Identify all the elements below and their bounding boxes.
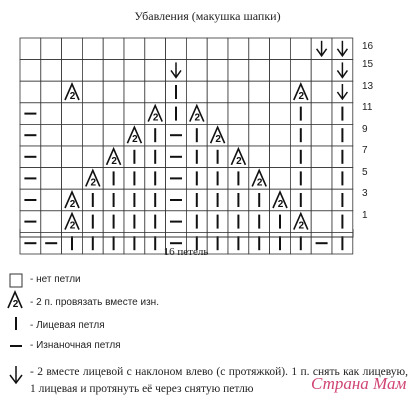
chart-cell-knit	[332, 189, 353, 211]
chart-cell-no-stitch	[62, 168, 83, 190]
chart-cell-no-stitch	[103, 103, 124, 125]
chart-cell-no-stitch	[124, 38, 145, 60]
svg-text:2: 2	[277, 199, 284, 210]
svg-text:2: 2	[298, 91, 305, 102]
chart-cell-purl	[166, 124, 187, 146]
chart-cell-purl	[166, 168, 187, 190]
chart-cell-no-stitch	[62, 60, 83, 82]
chart-cell-knit	[145, 211, 166, 233]
legend-p2tog-icon	[8, 292, 22, 310]
svg-text:2: 2	[236, 155, 242, 167]
chart-cell-no-stitch	[145, 60, 166, 82]
chart-cell-no-stitch	[311, 60, 332, 82]
chart-cell-knit	[145, 232, 166, 254]
svg-text:2: 2	[152, 112, 159, 124]
chart-cell-central-decrease	[332, 38, 353, 60]
chart-cell-p2tog	[228, 146, 249, 168]
chart-cell-purl	[166, 189, 187, 211]
legend-central-decrease-icon	[10, 366, 22, 383]
chart-cell-no-stitch	[41, 38, 62, 60]
chart-cell-p2tog	[62, 211, 83, 233]
chart-grid	[20, 38, 353, 254]
chart-cell-no-stitch	[311, 124, 332, 146]
chart-cell-knit	[270, 211, 291, 233]
chart-cell-p2tog	[62, 189, 83, 211]
row-number-labels	[362, 41, 374, 221]
chart-cell-knit	[186, 189, 207, 211]
chart-cell-no-stitch	[103, 38, 124, 60]
chart-cell-knit	[62, 232, 83, 254]
chart-cell-no-stitch	[270, 124, 291, 146]
chart-cell-no-stitch	[228, 38, 249, 60]
chart-cell-no-stitch	[186, 38, 207, 60]
chart-cell-p2tog	[290, 81, 311, 103]
chart-cell-no-stitch	[20, 38, 41, 60]
chart-cell-no-stitch	[124, 60, 145, 82]
chart-cell-knit	[290, 232, 311, 254]
chart-cell-purl	[20, 124, 41, 146]
chart-cell-knit	[103, 211, 124, 233]
chart-cell-no-stitch	[82, 38, 103, 60]
chart-cell-knit	[207, 211, 228, 233]
chart-cell-knit	[186, 146, 207, 168]
chart-cell-knit	[228, 232, 249, 254]
legend-label: - нет петли	[30, 274, 81, 285]
chart-cell-purl	[20, 232, 41, 254]
chart-cell-no-stitch	[228, 81, 249, 103]
row-number-7: 7	[362, 145, 368, 156]
chart-cell-knit	[290, 168, 311, 190]
chart-cell-no-stitch	[228, 124, 249, 146]
legend-label: - 2 вместе лицевой с наклоном влево (с протяжкой). 1 п. снять как лицевую, 1 лицевая и протянуть её через снятую петлю	[30, 366, 408, 395]
chart-cell-knit	[124, 168, 145, 190]
svg-text:2: 2	[69, 199, 76, 210]
legend-item-knit	[30, 320, 105, 331]
legend-label: - Изнаночная петля	[30, 340, 121, 351]
chart-cell-p2tog	[124, 124, 145, 146]
chart-cell-no-stitch	[166, 38, 187, 60]
chart-cell-no-stitch	[82, 60, 103, 82]
chart-cell-no-stitch	[41, 146, 62, 168]
chart-cell-no-stitch	[311, 168, 332, 190]
chart-cell-p2tog	[145, 103, 166, 125]
chart-cell-no-stitch	[249, 81, 270, 103]
chart-cell-no-stitch	[270, 38, 291, 60]
chart-cell-no-stitch	[103, 60, 124, 82]
chart-cell-knit	[166, 81, 187, 103]
chart-cell-central-decrease	[332, 60, 353, 82]
watermark: Страна Мам	[311, 374, 407, 393]
chart-cell-knit	[332, 103, 353, 125]
chart-cell-no-stitch	[103, 124, 124, 146]
chart-cell-knit	[207, 146, 228, 168]
chart-cell-knit	[145, 124, 166, 146]
legend-item-no-stitch	[30, 274, 81, 285]
svg-text:2: 2	[215, 134, 221, 146]
chart-cell-p2tog	[103, 146, 124, 168]
chart-cell-knit	[207, 168, 228, 190]
chart-cell-knit	[186, 168, 207, 190]
chart-cell-p2tog	[290, 211, 311, 233]
chart-cell-no-stitch	[249, 103, 270, 125]
chart-cell-knit	[166, 103, 187, 125]
svg-text:2: 2	[12, 299, 19, 310]
chart-cell-knit	[332, 211, 353, 233]
chart-cell-knit	[207, 232, 228, 254]
row-number-16: 16	[362, 41, 374, 52]
chart-cell-knit	[290, 103, 311, 125]
chart-cell-knit	[249, 189, 270, 211]
chart-cell-no-stitch	[62, 146, 83, 168]
chart-cell-no-stitch	[186, 60, 207, 82]
legend-label: - Лицевая петля	[30, 320, 105, 331]
chart-cell-knit	[145, 168, 166, 190]
chart-cell-knit	[228, 211, 249, 233]
chart-cell-no-stitch	[311, 146, 332, 168]
chart-cell-no-stitch	[207, 103, 228, 125]
chart-cell-no-stitch	[270, 168, 291, 190]
chart-cell-p2tog	[207, 124, 228, 146]
row-number-3: 3	[362, 188, 368, 199]
chart-cell-knit	[249, 232, 270, 254]
chart-cell-purl	[20, 146, 41, 168]
svg-text:2: 2	[132, 134, 138, 146]
chart-cell-knit	[82, 232, 103, 254]
chart-cell-knit	[228, 168, 249, 190]
chart-cell-purl	[166, 211, 187, 233]
chart-cell-purl	[41, 232, 62, 254]
svg-text:2: 2	[90, 177, 97, 189]
chart-cell-knit	[103, 232, 124, 254]
chart-cell-p2tog	[82, 168, 103, 190]
chart-cell-knit	[270, 232, 291, 254]
legend-no-stitch-icon	[10, 274, 22, 287]
svg-text:2: 2	[69, 220, 76, 232]
chart-cell-knit	[249, 211, 270, 233]
chart-cell-central-decrease	[311, 38, 332, 60]
chart-cell-no-stitch	[311, 189, 332, 211]
chart-cell-no-stitch	[290, 60, 311, 82]
chart-cell-no-stitch	[311, 81, 332, 103]
chart-cell-central-decrease	[166, 60, 187, 82]
chart-cell-knit	[332, 124, 353, 146]
chart-cell-no-stitch	[207, 38, 228, 60]
chart-cell-no-stitch	[103, 81, 124, 103]
chart-cell-no-stitch	[82, 103, 103, 125]
chart-cell-purl	[20, 168, 41, 190]
chart-title: Убавления (макушка шапки)	[134, 9, 281, 23]
chart-cell-no-stitch	[41, 81, 62, 103]
chart-cell-no-stitch	[290, 38, 311, 60]
chart-cell-p2tog	[62, 81, 83, 103]
chart-cell-no-stitch	[20, 60, 41, 82]
chart-cell-no-stitch	[41, 168, 62, 190]
chart-cell-knit	[103, 168, 124, 190]
svg-text:2: 2	[298, 220, 305, 232]
chart-cell-no-stitch	[82, 146, 103, 168]
chart-cell-knit	[290, 146, 311, 168]
chart-cell-p2tog	[270, 189, 291, 211]
row-number-5: 5	[362, 167, 368, 178]
chart-cell-no-stitch	[186, 81, 207, 103]
chart-cell-knit	[124, 146, 145, 168]
chart-cell-no-stitch	[62, 103, 83, 125]
chart-cell-no-stitch	[124, 103, 145, 125]
chart-cell-knit	[103, 189, 124, 211]
row-number-15: 15	[362, 59, 374, 70]
chart-cell-purl	[20, 189, 41, 211]
chart-cell-no-stitch	[41, 124, 62, 146]
chart-cell-knit	[290, 189, 311, 211]
chart-cell-no-stitch	[270, 60, 291, 82]
chart-cell-knit	[82, 211, 103, 233]
row-number-11: 11	[362, 102, 373, 113]
chart-cell-purl	[311, 232, 332, 254]
chart-cell-no-stitch	[41, 60, 62, 82]
chart-cell-knit	[332, 146, 353, 168]
chart-cell-knit	[186, 124, 207, 146]
chart-cell-no-stitch	[82, 124, 103, 146]
legend-item-p2tog	[30, 297, 159, 308]
row-number-9: 9	[362, 124, 368, 135]
chart-cell-no-stitch	[311, 211, 332, 233]
chart-cell-no-stitch	[270, 146, 291, 168]
chart-cell-knit	[145, 146, 166, 168]
chart-cell-p2tog	[249, 168, 270, 190]
chart-cell-no-stitch	[249, 38, 270, 60]
legend-label: - 2 п. провязать вместе изн.	[30, 297, 159, 308]
chart-cell-no-stitch	[228, 60, 249, 82]
svg-text:2: 2	[194, 112, 201, 124]
chart-cell-no-stitch	[249, 60, 270, 82]
chart-cell-no-stitch	[145, 81, 166, 103]
chart-cell-knit	[124, 232, 145, 254]
chart-cell-no-stitch	[270, 81, 291, 103]
chart-cell-no-stitch	[20, 81, 41, 103]
chart-cell-no-stitch	[41, 189, 62, 211]
chart-cell-no-stitch	[41, 103, 62, 125]
chart-cell-no-stitch	[207, 60, 228, 82]
chart-cell-no-stitch	[62, 38, 83, 60]
chart-cell-no-stitch	[249, 124, 270, 146]
chart-cell-knit	[290, 124, 311, 146]
chart-cell-knit	[186, 211, 207, 233]
chart-cell-knit	[332, 168, 353, 190]
chart-cell-no-stitch	[145, 38, 166, 60]
row-number-13: 13	[362, 81, 374, 92]
chart-cell-knit	[207, 189, 228, 211]
svg-text:2: 2	[111, 155, 117, 167]
chart-cell-knit	[228, 189, 249, 211]
chart-cell-knit	[332, 232, 353, 254]
chart-cell-p2tog	[186, 103, 207, 125]
chart-cell-no-stitch	[207, 81, 228, 103]
chart-cell-knit	[124, 189, 145, 211]
chart-cell-knit	[145, 189, 166, 211]
row-number-1: 1	[362, 210, 368, 221]
chart-cell-no-stitch	[41, 211, 62, 233]
chart-cell-purl	[20, 211, 41, 233]
chart-cell-knit	[124, 211, 145, 233]
chart-cell-no-stitch	[228, 103, 249, 125]
chart-cell-no-stitch	[124, 81, 145, 103]
chart-cell-no-stitch	[311, 103, 332, 125]
chart-cell-no-stitch	[249, 146, 270, 168]
chart-cell-purl	[166, 146, 187, 168]
svg-text:2: 2	[69, 91, 76, 102]
chart-cell-knit	[82, 189, 103, 211]
svg-text:2: 2	[256, 177, 263, 189]
chart-cell-central-decrease	[332, 81, 353, 103]
width-label: 16 петель	[163, 246, 209, 258]
chart-cell-purl	[20, 103, 41, 125]
chart-cell-no-stitch	[62, 124, 83, 146]
chart-cell-no-stitch	[270, 103, 291, 125]
legend-item-purl	[30, 340, 121, 351]
chart-cell-no-stitch	[82, 81, 103, 103]
